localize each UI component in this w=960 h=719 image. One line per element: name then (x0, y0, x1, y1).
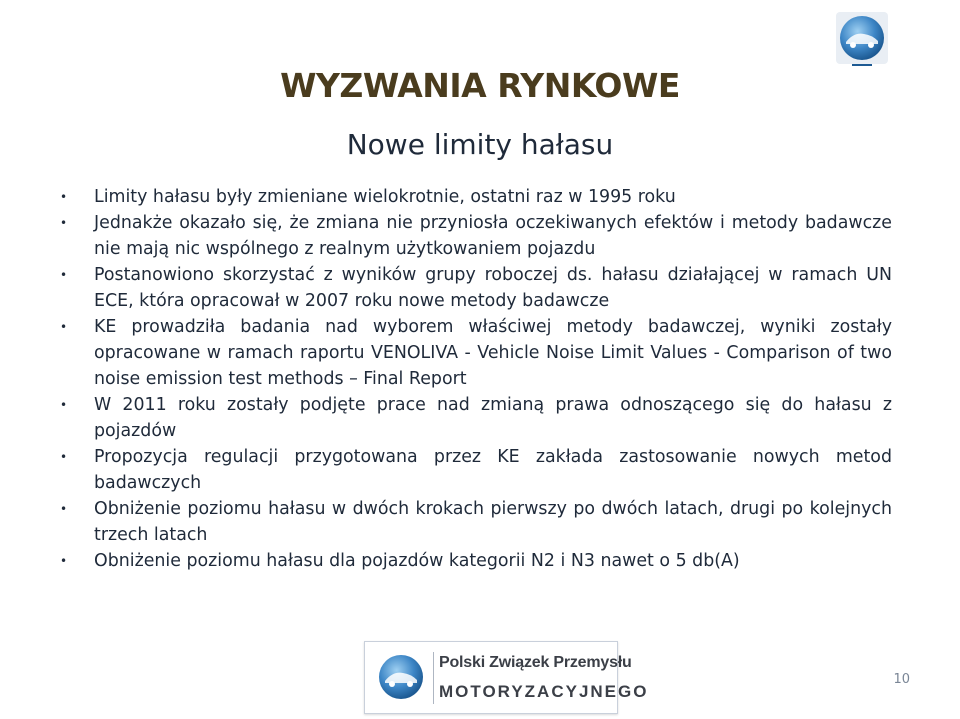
bullet-icon: • (60, 268, 68, 282)
slide-title: WYZWANIA RYNKOWE (280, 66, 680, 105)
slide-subtitle: Nowe limity hałasu (346, 128, 614, 161)
bullet-text: Limity hałasu były zmieniane wielokrotnie, ostatni raz w 1995 roku (94, 187, 676, 207)
logo-line-2: MOTORYZACYJNEGO (439, 682, 649, 701)
bullet-text: KE prowadziła badania nad wyborem właściwej metody badawczej, wyniki zostały opracowane w ramach raportu VENOLIVA - Vehicle Noise Limit Values - Comparison of two noise emission test methods – Final Report (94, 317, 892, 389)
page-number: 10 (893, 672, 910, 687)
bullet-icon: • (60, 398, 68, 412)
bullet-list (60, 184, 892, 574)
bullet-item (60, 444, 892, 496)
bullet-item (60, 496, 892, 548)
bullet-text: Obniżenie poziomu hałasu w dwóch krokach pierwszy po dwóch latach, drugi po kolejnych trzech latach (94, 499, 892, 545)
bullet-text: Postanowiono skorzystać z wyników grupy roboczej ds. hałasu działającej w ramach UN ECE, która opracował w 2007 roku nowe metody badawcze (94, 265, 892, 311)
bullet-text: Obniżenie poziomu hałasu dla pojazdów kategorii N2 i N3 nawet o 5 db(A) (94, 551, 740, 571)
bullet-icon: • (60, 216, 68, 230)
logo-divider (433, 652, 434, 704)
bullet-text: Jednakże okazało się, że zmiana nie przyniosła oczekiwanych efektów i metody badawcze nie mają nic wspólnego z realnym użytkowaniem pojazdu (94, 213, 892, 259)
bullet-item (60, 184, 892, 210)
bullet-icon: • (60, 320, 68, 334)
bullet-item (60, 314, 892, 392)
logo-line-1: Polski Związek Przemysłu (439, 654, 632, 671)
bullet-icon: • (60, 190, 68, 204)
bullet-item (60, 548, 892, 574)
bullet-item (60, 392, 892, 444)
car-emblem-icon (375, 650, 427, 706)
bullet-item (60, 210, 892, 262)
bullet-icon: • (60, 554, 68, 568)
bullet-item (60, 262, 892, 314)
footer-logo (364, 641, 649, 714)
car-emblem-icon (834, 10, 890, 66)
bullet-text: Propozycja regulacji przygotowana przez KE zakłada zastosowanie nowych metod badawczych (94, 447, 892, 493)
bullet-text: W 2011 roku zostały podjęte prace nad zmianą prawa odnoszącego się do hałasu z pojazdów (94, 395, 892, 441)
bullet-icon: • (60, 502, 68, 516)
bullet-icon: • (60, 450, 68, 464)
